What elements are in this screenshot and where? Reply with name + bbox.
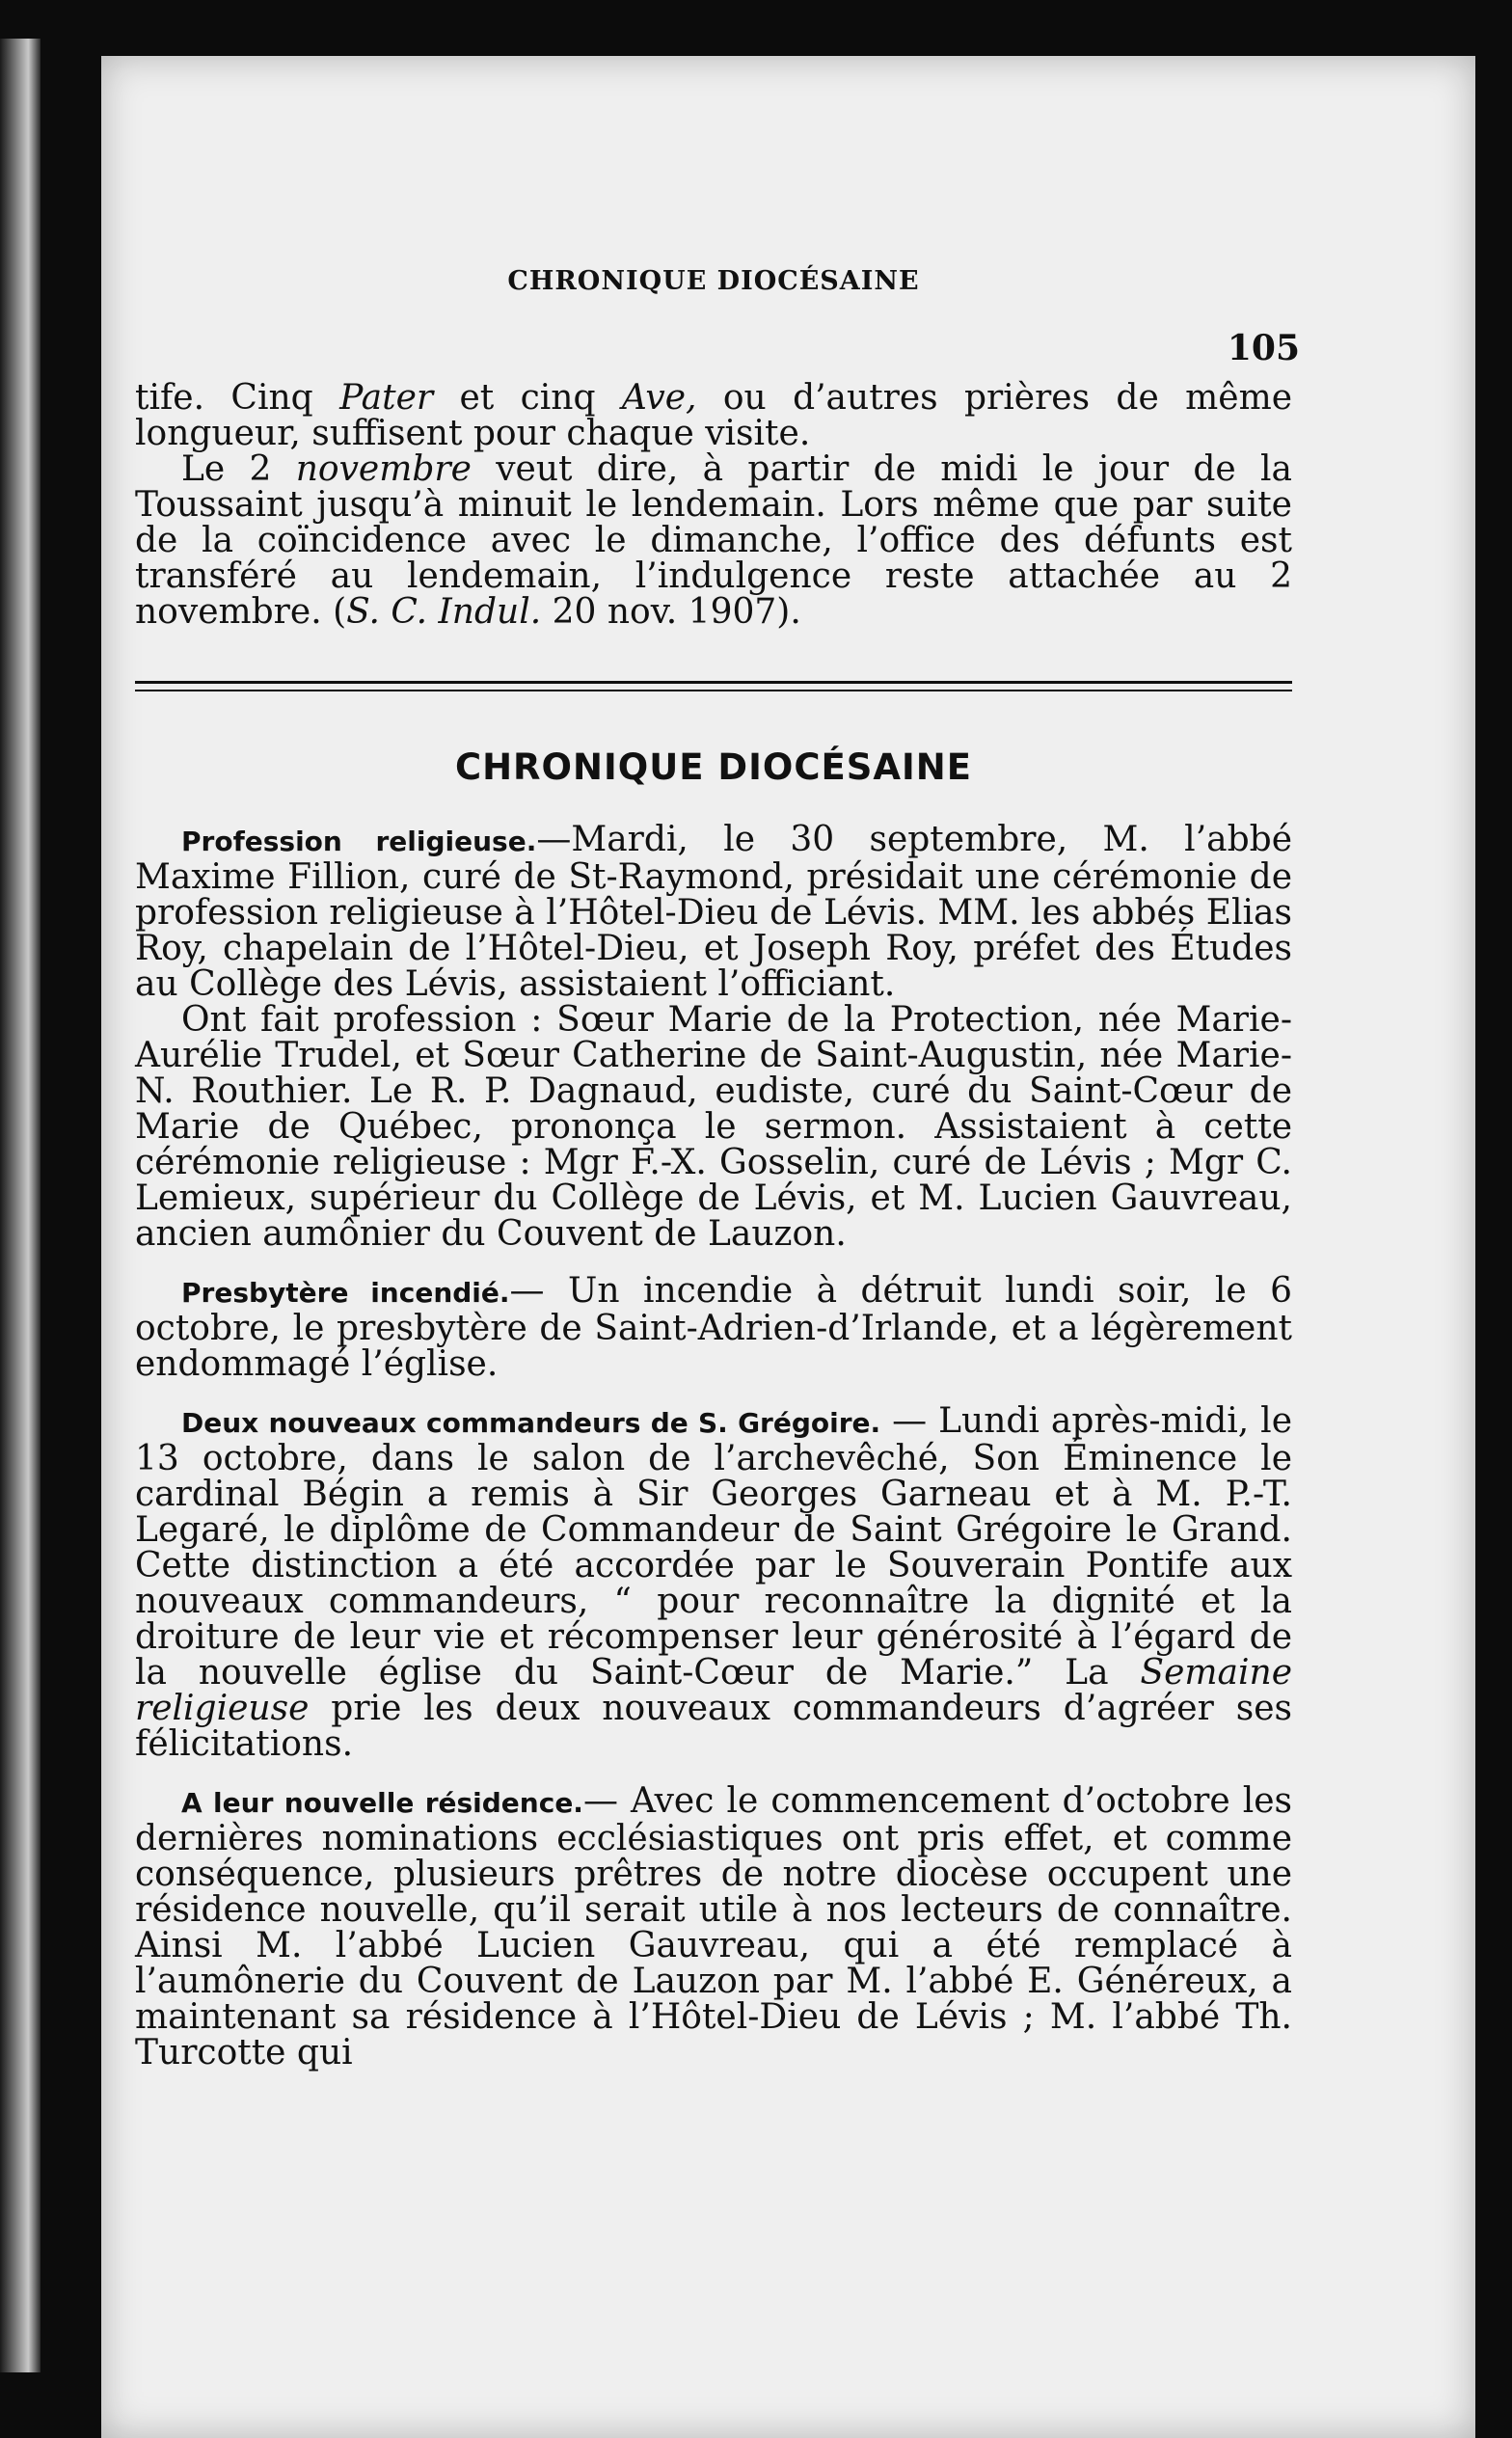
article-commandeurs [135, 1403, 1292, 1762]
text-run: —Mardi, le 30 septembre, M. l’abbé Maxime Fillion, curé de St-Raymond, présidait une cérémonie de profession religieuse à l’Hôtel-Dieu de Lévis. MM. les abbés Elias Roy, chapelain de l’Hôtel-Dieu, et Joseph Roy, préfet des Études au Collège des Lévis, assistaient l’officiant. [135, 820, 1293, 1004]
text-run: — Lundi après-midi, le 13 octobre, dans le salon de l’archevêché, Son Éminence le cardinal Bégin a remis à Sir Georges Garneau et à M. P.-T. Legaré, le diplôme de Commandeur de Saint Grégoire le Grand. Cette distinction a été accordée par le Souverain Pontife aux nouveaux commandeurs, “ pour reconnaître la dignité et la droiture de leur vie et récompenser leur générosité à l’égard de la nouvelle église du Saint-Cœur de Marie.” La [135, 1401, 1292, 1693]
article-heading: Deux nouveaux commandeurs de S. Grégoire. [181, 1407, 881, 1439]
book-page [101, 56, 1475, 2438]
continued-paragraph [135, 380, 1292, 451]
page-content [135, 56, 1300, 2438]
article-paragraph [135, 1403, 1292, 1762]
section-divider [135, 681, 1292, 697]
text-run: 20 nov. 1907). [541, 592, 801, 632]
article-paragraph [135, 822, 1292, 1002]
continued-text [135, 380, 1292, 630]
italic-term: Semaine religieuse [135, 1653, 1292, 1728]
divider-rule [135, 681, 1292, 684]
article-paragraph [135, 1783, 1292, 2071]
text-run: ou d’autres prières de même longueur, suffisent pour chaque visite. [135, 378, 1293, 453]
page-number: 105 [1227, 328, 1300, 368]
article-residence [135, 1783, 1292, 2071]
italic-term: Pater [339, 378, 434, 418]
text-run: — Un incendie à détruit lundi soir, le 6 octobre, le presbytère de Saint-Adrien-d’Irlande, et a légèrement endommagé l’église. [135, 1271, 1292, 1384]
running-header: CHRONIQUE DIOCÉSAINE [507, 266, 920, 296]
article-profession [135, 822, 1292, 1252]
text-run: — Avec le commencement d’octobre les dernières nominations ecclésiastiques ont pris effet, et comme conséquence, plusieurs prêtres de notre diocèse occupent une résidence nouvelle, qu’il serait utile à nos lecteurs de connaître. Ainsi M. l’abbé Lucien Gauvreau, qui a été remplacé à l’aumônerie du Couvent de Lauzon par M. l’abbé E. Généreux, a maintenant sa résidence à l’Hôtel-Dieu de Lévis ; M. l’abbé Th. Turcotte qui [135, 1781, 1293, 2072]
article-heading: Profession religieuse. [181, 826, 537, 857]
italic-term: Ave, [621, 378, 697, 418]
text-run: Le 2 [181, 449, 296, 489]
italic-term: novembre [295, 449, 472, 489]
divider-rule [135, 690, 1292, 691]
article-paragraph [135, 1002, 1292, 1252]
section-title: CHRONIQUE DIOCÉSAINE [454, 746, 973, 788]
adjacent-page-edge [0, 39, 40, 2372]
article-paragraph [135, 1273, 1292, 1382]
text-run: tife. Cinq [135, 378, 340, 418]
text-run: Ont fait profession : Sœur Marie de la Protection, née Marie-Aurélie Trudel, et Sœur Catherine de Saint-Augustin, née Marie-N. Routhier. Le R. P. Dagnaud, eudiste, curé du Saint-Cœur de Marie de Québec, prononça le sermon. Assistaient à cette cérémonie religieuse : Mgr F.-X. Gosselin, curé de Lévis ; Mgr C. Lemieux, supérieur du Collège de Lévis, et M. Lucien Gauvreau, ancien aumônier du Couvent de Lauzon. [135, 1000, 1292, 1254]
citation-italic: S. C. Indul. [346, 592, 542, 632]
text-run: prie les deux nouveaux commandeurs d’agréer ses félicitations. [135, 1689, 1292, 1764]
article-heading: Presbytère incendié. [181, 1277, 510, 1309]
chronicle-body [135, 822, 1292, 2092]
november-paragraph [135, 451, 1292, 630]
text-run: et cinq [433, 378, 622, 418]
article-heading: A leur nouvelle résidence. [181, 1787, 583, 1819]
text-run: veut dire, à partir de midi le jour de la Toussaint jusqu’à minuit le lendemain. Lors même que par suite de la coïncidence avec le dimanche, l’office des défunts est transféré au lendemain, l’indulgence reste attachée au 2 novembre. ( [135, 449, 1292, 632]
article-presbytere [135, 1273, 1292, 1382]
